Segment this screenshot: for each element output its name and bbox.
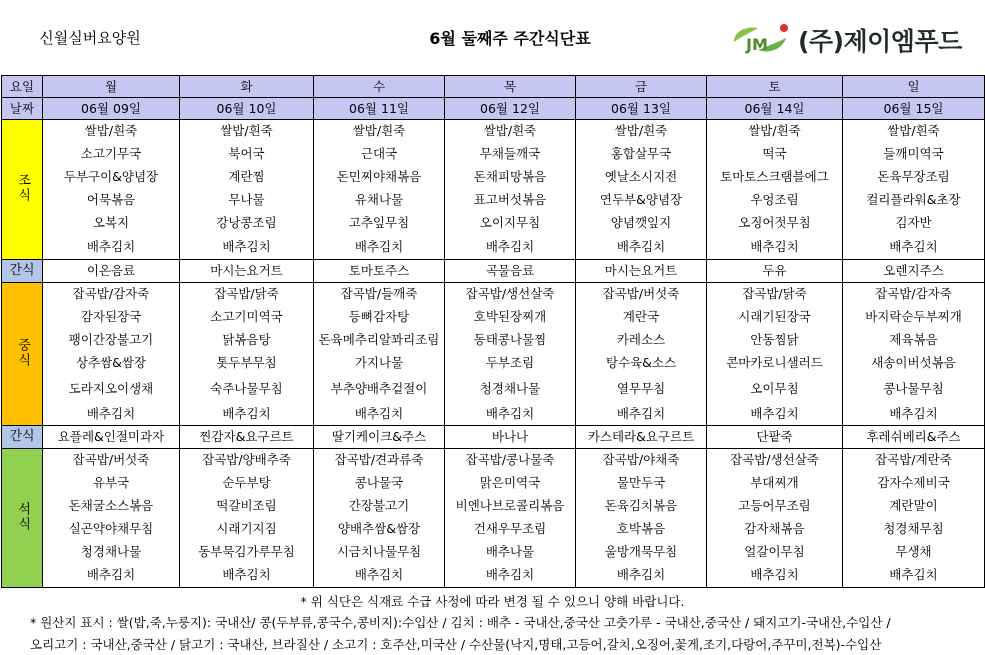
menu-item: 고추잎무침	[314, 212, 445, 235]
menu-item: 잡곡밥/야채죽	[576, 449, 707, 472]
company-logo	[728, 18, 978, 62]
menu-item: 배추김치	[843, 404, 985, 426]
menu-item: 들깨미역국	[843, 143, 985, 166]
menu-item: 무채들깨국	[445, 143, 576, 166]
menu-item: 부대찌개	[707, 472, 843, 495]
snack-item: 마시는요거트	[180, 260, 314, 283]
menu-item: 쌀밥/흰죽	[707, 120, 843, 143]
menu-item: 잡곡밥/버섯죽	[43, 449, 180, 472]
menu-item: 유부국	[43, 472, 180, 495]
dinner-row	[2, 541, 985, 564]
breakfast-label-text: 조식	[15, 173, 31, 204]
menu-item: 배추김치	[576, 235, 707, 260]
menu-item: 배추김치	[43, 404, 180, 426]
dinner-row	[2, 564, 985, 588]
menu-item: 돈채굴소스볶음	[43, 495, 180, 518]
day-header: 토	[707, 76, 843, 98]
menu-item: 동태콩나물찜	[445, 329, 576, 352]
menu-item: 호박된장찌개	[445, 306, 576, 329]
dinner-row	[2, 472, 985, 495]
menu-item: 연두부&양념장	[576, 189, 707, 212]
day-header: 월	[43, 76, 180, 98]
menu-item: 도라지오이생채	[43, 375, 180, 404]
menu-item: 계란국	[576, 306, 707, 329]
menu-item: 열무무침	[576, 375, 707, 404]
menu-item: 유채나물	[314, 189, 445, 212]
menu-item: 돈육무장조림	[843, 166, 985, 189]
menu-item: 청경채나물	[445, 375, 576, 404]
lunch-row	[2, 404, 985, 426]
lunch-row	[2, 352, 985, 375]
menu-item: 배추김치	[314, 235, 445, 260]
menu-item: 잡곡밥/감자죽	[843, 283, 985, 306]
menu-item: 두부조림	[445, 352, 576, 375]
dinner-row	[2, 449, 985, 472]
menu-item: 부추양배추겉절이	[314, 375, 445, 404]
menu-item: 가지나물	[314, 352, 445, 375]
snack-label: 간식	[2, 260, 43, 283]
change-notice: * 위 식단은 식재료 수급 사정에 따라 변경 될 수 있으니 양해 바랍니다.	[300, 594, 685, 609]
breakfast-row	[2, 120, 985, 143]
menu-item: 등뼈감자탕	[314, 306, 445, 329]
menu-item: 계란말이	[843, 495, 985, 518]
menu-item: 잡곡밥/계란죽	[843, 449, 985, 472]
dinner-row	[2, 495, 985, 518]
menu-item: 시래기된장국	[707, 306, 843, 329]
date-header: 06월 12일	[445, 98, 576, 120]
menu-item: 잡곡밥/버섯죽	[576, 283, 707, 306]
menu-item: 얼갈이무침	[707, 541, 843, 564]
menu-item: 잡곡밥/생선살죽	[707, 449, 843, 472]
breakfast-row	[2, 166, 985, 189]
menu-item: 시래기지짐	[180, 518, 314, 541]
menu-item: 콩나물무침	[843, 375, 985, 404]
menu-item: 무나물	[180, 189, 314, 212]
menu-item: 팽이간장불고기	[43, 329, 180, 352]
menu-item: 계란찜	[180, 166, 314, 189]
snack-item: 후레쉬베리&주스	[843, 426, 985, 449]
day-row-label: 요일	[2, 76, 43, 98]
menu-item: 떡갈비조림	[180, 495, 314, 518]
day-header: 금	[576, 76, 707, 98]
company-name: (주)제이엠푸드	[798, 27, 962, 56]
menu-item: 오이지무침	[445, 212, 576, 235]
breakfast-row	[2, 212, 985, 235]
menu-item: 배추김치	[314, 404, 445, 426]
day-header-row	[2, 76, 985, 98]
snack-item: 이온음료	[43, 260, 180, 283]
lunch-row	[2, 283, 985, 306]
menu-item: 돈민찌야채볶음	[314, 166, 445, 189]
snack-item: 카스테라&요구르트	[576, 426, 707, 449]
menu-item: 무생채	[843, 541, 985, 564]
dinner-label-text: 석식	[15, 501, 31, 532]
menu-item: 감자된장국	[43, 306, 180, 329]
menu-item: 오징어젓무침	[707, 212, 843, 235]
menu-item: 배추김치	[576, 564, 707, 588]
menu-item: 톳두부무침	[180, 352, 314, 375]
dinner-row	[2, 518, 985, 541]
lunch-label	[2, 283, 43, 426]
menu-item: 양배추쌈&쌈장	[314, 518, 445, 541]
snack-row	[2, 426, 985, 449]
menu-item: 숙주나물무침	[180, 375, 314, 404]
menu-item: 배추김치	[43, 564, 180, 588]
menu-item: 배추김치	[180, 564, 314, 588]
date-header: 06월 14일	[707, 98, 843, 120]
menu-item: 배추김치	[180, 235, 314, 260]
lunch-row	[2, 329, 985, 352]
day-header: 목	[445, 76, 576, 98]
header	[0, 0, 985, 75]
menu-item: 감자채볶음	[707, 518, 843, 541]
menu-item: 콘마카로니샐러드	[707, 352, 843, 375]
date-header: 06월 09일	[43, 98, 180, 120]
menu-item: 새송이버섯볶음	[843, 352, 985, 375]
menu-item: 물만두국	[576, 472, 707, 495]
weekly-menu-table	[1, 75, 985, 588]
menu-item: 근대국	[314, 143, 445, 166]
menu-item: 배추김치	[314, 564, 445, 588]
menu-item: 잡곡밥/닭죽	[707, 283, 843, 306]
menu-item: 시금치나물무침	[314, 541, 445, 564]
snack-item: 두유	[707, 260, 843, 283]
menu-item: 쌀밥/흰죽	[445, 120, 576, 143]
menu-item: 감자수제비국	[843, 472, 985, 495]
day-header: 화	[180, 76, 314, 98]
menu-item: 토마토스크램블에그	[707, 166, 843, 189]
menu-item: 탕수육&소스	[576, 352, 707, 375]
date-header-row	[2, 98, 985, 120]
menu-item: 쌀밥/흰죽	[180, 120, 314, 143]
snack-item: 오렌지주스	[843, 260, 985, 283]
menu-item: 돈육메추리알꽈리조림	[314, 329, 445, 352]
date-header: 06월 13일	[576, 98, 707, 120]
date-header: 06월 11일	[314, 98, 445, 120]
lunch-row	[2, 375, 985, 404]
menu-item: 콩나물국	[314, 472, 445, 495]
menu-item: 실곤약야채무침	[43, 518, 180, 541]
menu-item: 홍합살무국	[576, 143, 707, 166]
menu-item: 배추김치	[445, 564, 576, 588]
date-header: 06월 15일	[843, 98, 985, 120]
menu-item: 잡곡밥/닭죽	[180, 283, 314, 306]
menu-item: 간장불고기	[314, 495, 445, 518]
menu-item: 잡곡밥/생선살죽	[445, 283, 576, 306]
menu-item: 잡곡밥/견과류죽	[314, 449, 445, 472]
menu-item: 어묵볶음	[43, 189, 180, 212]
facility-name: 신월실버요양원	[39, 29, 141, 47]
menu-item: 소고기무국	[43, 143, 180, 166]
date-row-label: 날짜	[2, 98, 43, 120]
menu-item: 순두부탕	[180, 472, 314, 495]
menu-item: 강낭콩조림	[180, 212, 314, 235]
menu-item: 배추김치	[707, 235, 843, 260]
menu-item: 배추김치	[843, 564, 985, 588]
menu-item: 쌀밥/흰죽	[314, 120, 445, 143]
menu-item: 잡곡밥/감자죽	[43, 283, 180, 306]
menu-item: 잡곡밥/콩나물죽	[445, 449, 576, 472]
date-header: 06월 10일	[180, 98, 314, 120]
menu-item: 양념깻잎지	[576, 212, 707, 235]
menu-item: 고등어무조림	[707, 495, 843, 518]
snack-item: 토마토주스	[314, 260, 445, 283]
menu-item: 청경채무침	[843, 518, 985, 541]
page-title: 6월 둘째주 주간식단표	[429, 29, 591, 48]
menu-item: 배추김치	[707, 404, 843, 426]
menu-item: 돈채피망볶음	[445, 166, 576, 189]
menu-item: 안동찜닭	[707, 329, 843, 352]
menu-item: 제육볶음	[843, 329, 985, 352]
menu-item: 동부묵김가루무침	[180, 541, 314, 564]
menu-item: 김자반	[843, 212, 985, 235]
menu-item: 배추나물	[445, 541, 576, 564]
snack-item: 바나나	[445, 426, 576, 449]
snack-item: 곡물음료	[445, 260, 576, 283]
menu-item: 배추김치	[843, 235, 985, 260]
menu-item: 표고버섯볶음	[445, 189, 576, 212]
day-header: 일	[843, 76, 985, 98]
menu-item: 잡곡밥/들깨죽	[314, 283, 445, 306]
menu-item: 떡국	[707, 143, 843, 166]
snack-item: 찐감자&요구르트	[180, 426, 314, 449]
menu-item: 맑은미역국	[445, 472, 576, 495]
menu-item: 울방개묵무침	[576, 541, 707, 564]
menu-item: 잡곡밥/양배추죽	[180, 449, 314, 472]
snack-item: 딸기케이크&주스	[314, 426, 445, 449]
menu-item: 오이무침	[707, 375, 843, 404]
leaf-logo-icon	[728, 20, 792, 60]
breakfast-label	[2, 120, 43, 260]
menu-item: 배추김치	[43, 235, 180, 260]
day-header: 수	[314, 76, 445, 98]
breakfast-row	[2, 143, 985, 166]
menu-item: 돈육김치볶음	[576, 495, 707, 518]
menu-item: 배추김치	[180, 404, 314, 426]
menu-item: 쌀밥/흰죽	[43, 120, 180, 143]
origin-notice-line2: 오리고기 : 국내산,중국산 / 닭고기 : 국내산, 브라질산 / 소고기 : 호주산,미국산 / 수산물(낙지,명태,고등어,갈치,오징어,꽃게,조기,다랑어,주꾸미,전복)-수입산	[30, 637, 882, 652]
menu-item: 북어국	[180, 143, 314, 166]
lunch-row	[2, 306, 985, 329]
menu-item: 비엔나브로콜리볶음	[445, 495, 576, 518]
menu-item: 우엉조림	[707, 189, 843, 212]
breakfast-row	[2, 189, 985, 212]
menu-item: 상추쌈&쌈장	[43, 352, 180, 375]
dinner-label	[2, 449, 43, 588]
menu-item: 쌀밥/흰죽	[576, 120, 707, 143]
logo-mark-text: JM	[746, 35, 768, 54]
menu-item: 바지락순두부찌개	[843, 306, 985, 329]
menu-item: 컬리플라워&초장	[843, 189, 985, 212]
menu-item: 호박볶음	[576, 518, 707, 541]
lunch-label-text: 중식	[15, 337, 31, 368]
snack-row	[2, 260, 985, 283]
snack-item: 마시는요거트	[576, 260, 707, 283]
menu-item: 오복지	[43, 212, 180, 235]
snack-label: 간식	[2, 426, 43, 449]
menu-item: 소고기미역국	[180, 306, 314, 329]
origin-notice-line1: * 원산지 표시 : 쌀(밥,죽,누룽지): 국내산/ 콩(두부류,콩국수,콩비지):수입산 / 김치 : 배추 - 국내산,중국산 고춧가루 - 국내산,중국산 / 돼지고기-국내산,수입산 /	[30, 615, 891, 630]
snack-item: 단팥죽	[707, 426, 843, 449]
menu-item: 카레소스	[576, 329, 707, 352]
snack-item: 요플레&인절미과자	[43, 426, 180, 449]
menu-item: 배추김치	[445, 404, 576, 426]
menu-item: 배추김치	[576, 404, 707, 426]
menu-item: 닭볶음탕	[180, 329, 314, 352]
menu-item: 배추김치	[445, 235, 576, 260]
menu-item: 두부구이&양념장	[43, 166, 180, 189]
menu-item: 청경채나물	[43, 541, 180, 564]
breakfast-row	[2, 235, 985, 260]
menu-item: 배추김치	[707, 564, 843, 588]
menu-item: 쌀밥/흰죽	[843, 120, 985, 143]
menu-item: 옛날소시지전	[576, 166, 707, 189]
menu-item: 건새우무조림	[445, 518, 576, 541]
